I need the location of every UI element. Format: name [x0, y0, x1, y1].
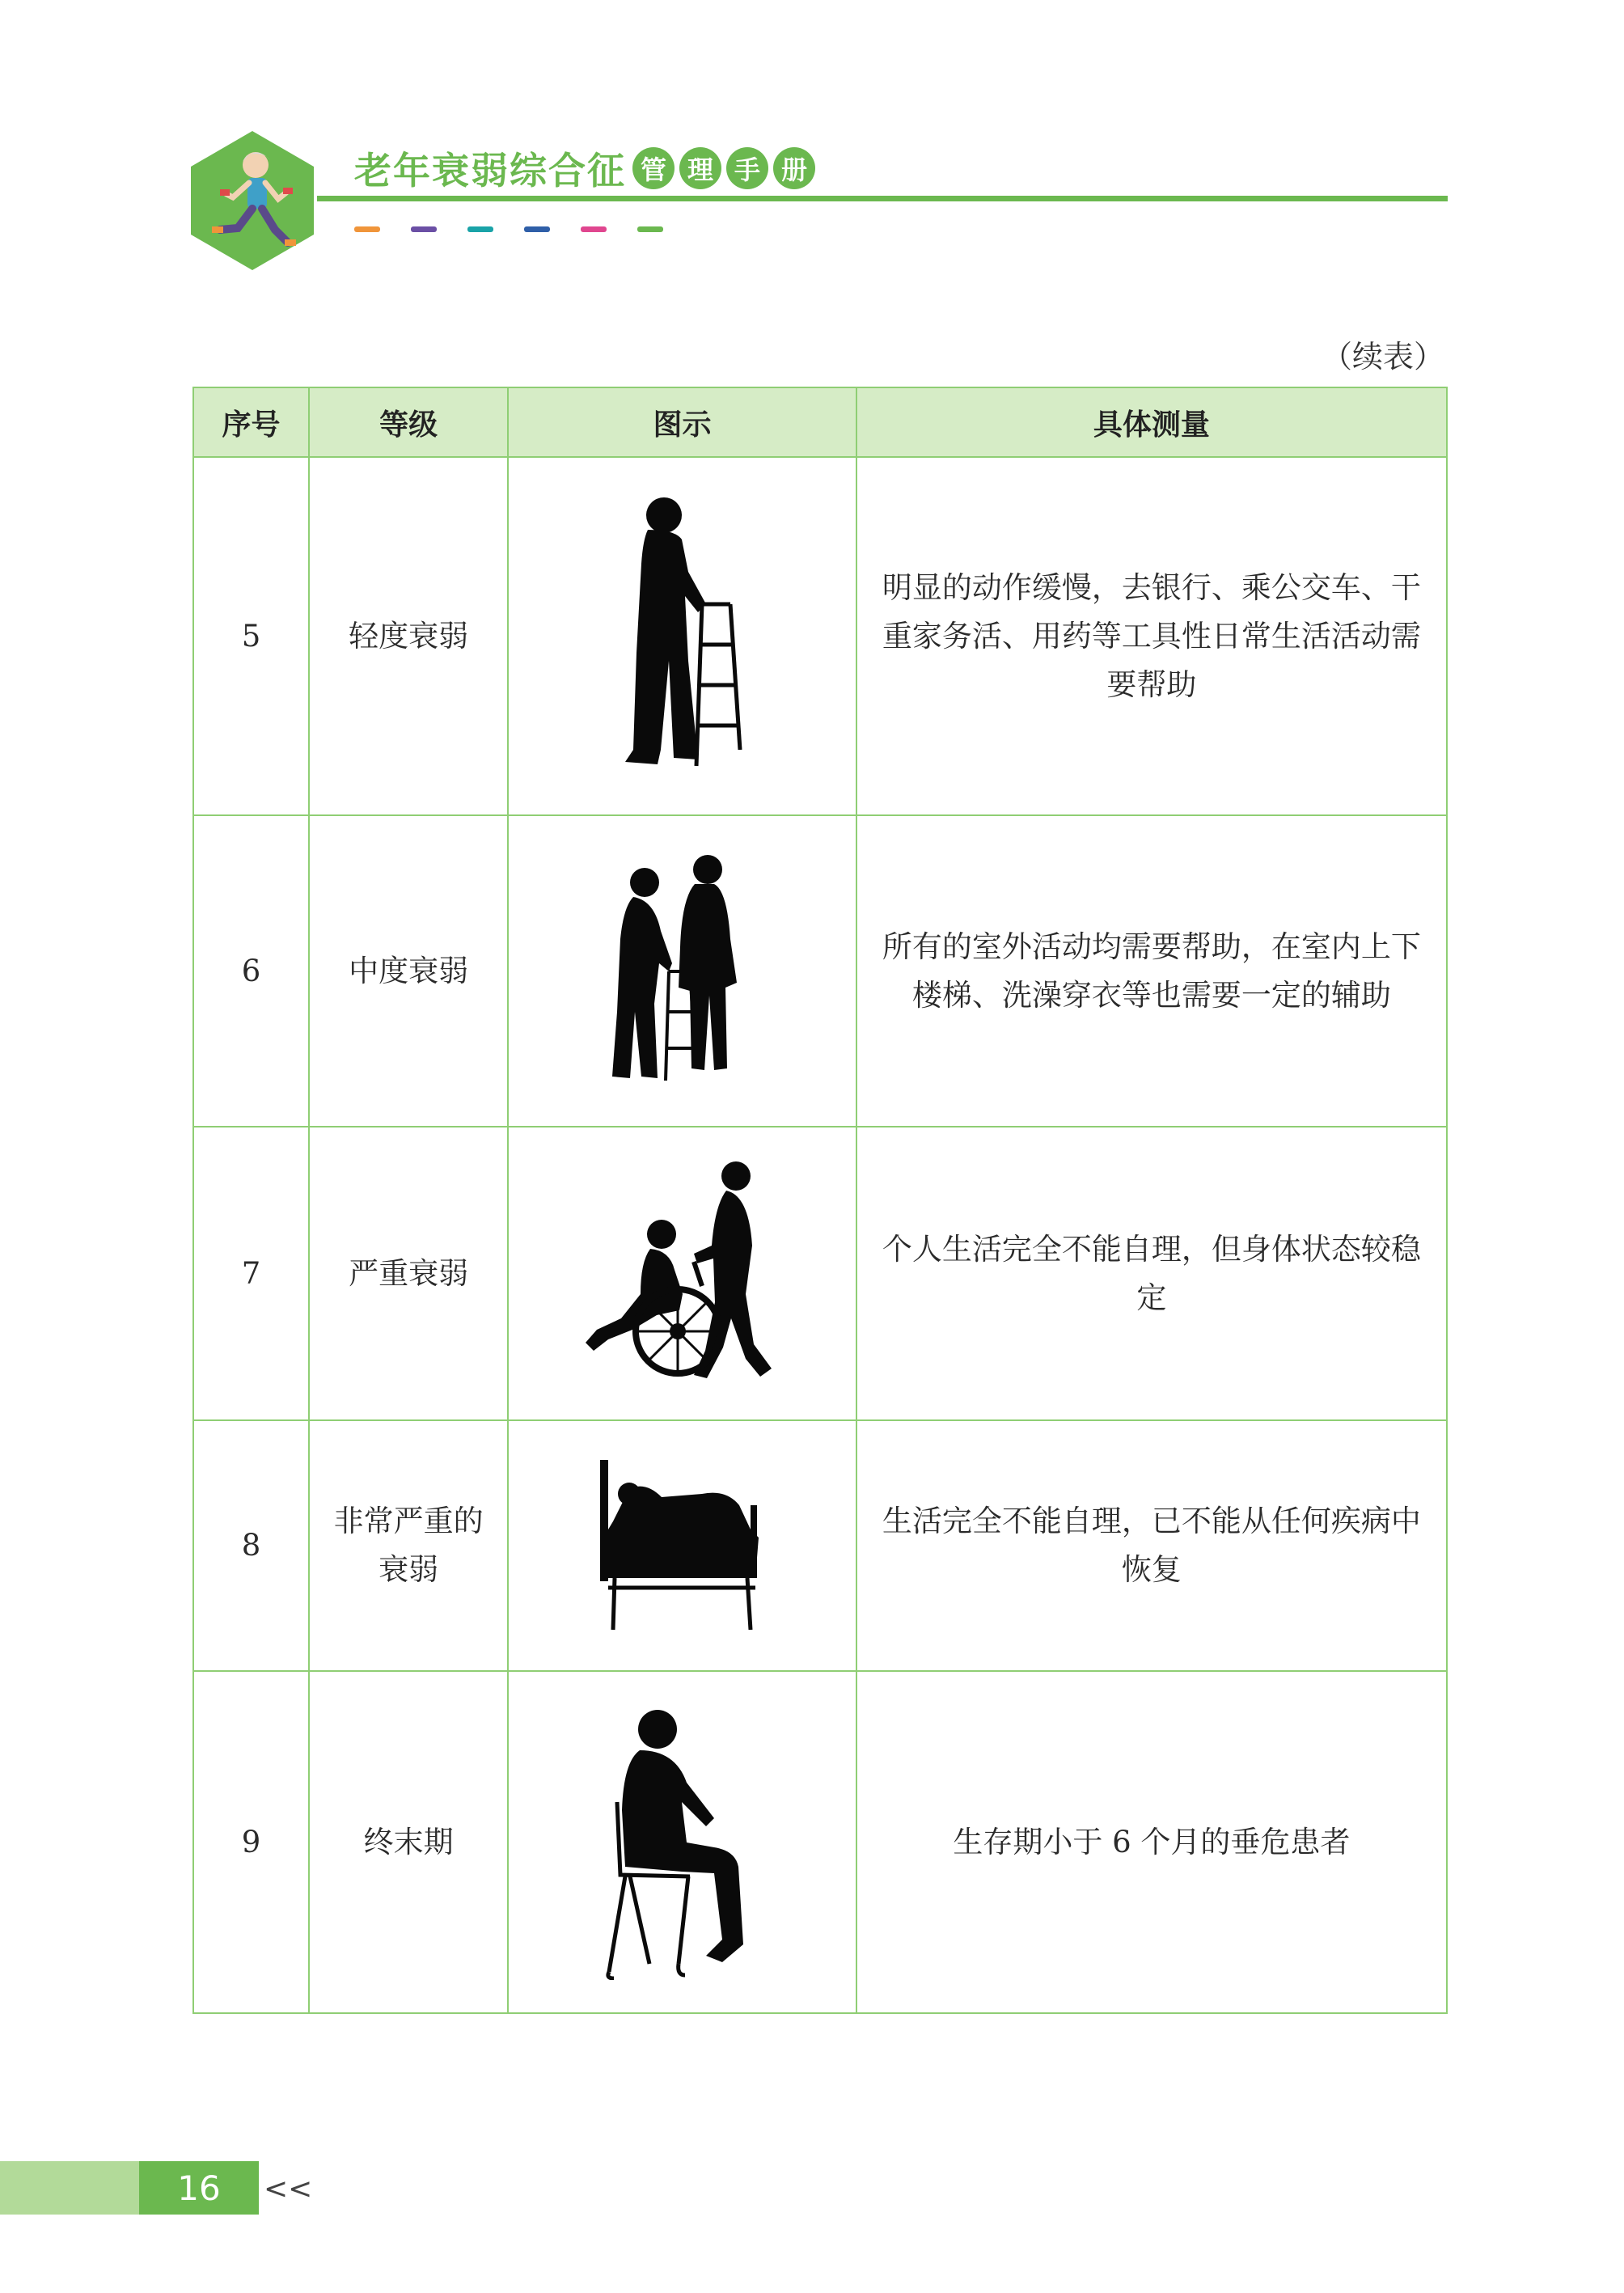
color-dash: [637, 226, 663, 232]
row-index: 5: [193, 457, 309, 815]
color-dash: [354, 226, 380, 232]
row-level: 终末期: [309, 1671, 508, 2013]
continued-label: （续表）: [1321, 339, 1444, 374]
footer-bar: [0, 2161, 139, 2215]
column-header-description: 具体测量: [856, 387, 1447, 457]
table-row: [193, 457, 1447, 815]
assisted-walker-icon: [601, 850, 763, 1093]
table-row: [193, 815, 1447, 1127]
color-dash: [411, 226, 437, 232]
row-level: 严重衰弱: [309, 1127, 508, 1420]
row-description: 明显的动作缓慢，去银行、乘公交车、干重家务活、用药等工具性日常生活活动需要帮助: [856, 457, 1447, 815]
row-figure: [508, 1420, 856, 1671]
row-level: 中度衰弱: [309, 815, 508, 1127]
table-row: [193, 1420, 1447, 1671]
column-header-figure: 图示: [508, 387, 856, 457]
row-level: 非常严重的衰弱: [309, 1420, 508, 1671]
title-badge: 册: [773, 147, 815, 189]
row-description: 生存期小于 6 个月的垂危患者: [856, 1671, 1447, 2013]
row-index: 8: [193, 1420, 309, 1671]
title-badge: 管: [632, 147, 675, 189]
row-level: 轻度衰弱: [309, 457, 508, 815]
row-index: 7: [193, 1127, 309, 1420]
header-rule: [317, 196, 1448, 201]
walker-icon: [601, 491, 763, 782]
book-title: [354, 136, 820, 201]
color-dash: [467, 226, 493, 232]
row-description: 个人生活完全不能自理，但身体状态较稳定: [856, 1127, 1447, 1420]
column-header-level: 等级: [309, 387, 508, 457]
frailty-table: [192, 387, 1448, 2014]
seated-person-icon: [601, 1705, 763, 1980]
row-description: 所有的室外活动均需要帮助，在室内上下楼梯、洗澡穿衣等也需要一定的辅助: [856, 815, 1447, 1127]
row-figure: [508, 457, 856, 815]
row-index: 6: [193, 815, 309, 1127]
row-figure: [508, 1671, 856, 2013]
row-figure: [508, 1127, 856, 1420]
row-description: 生活完全不能自理，已不能从任何疾病中恢复: [856, 1420, 1447, 1671]
page-number: 16: [139, 2161, 259, 2215]
table-row: [193, 1671, 1447, 2013]
book-title-badges: [632, 147, 820, 189]
row-index: 9: [193, 1671, 309, 2013]
table-row: [193, 1127, 1447, 1420]
wheelchair-icon: [573, 1157, 791, 1391]
runner-logo-icon: [188, 129, 317, 272]
bedridden-icon: [597, 1457, 767, 1635]
color-dash: [524, 226, 550, 232]
title-badge: 手: [726, 147, 768, 189]
table-header-row: [193, 387, 1447, 457]
book-title-main: 老年衰弱综合征: [354, 149, 626, 192]
chevron-left-icon: <<: [264, 2172, 313, 2206]
color-dash: [581, 226, 607, 232]
row-figure: [508, 815, 856, 1127]
title-badge: 理: [679, 147, 721, 189]
column-header-index: 序号: [193, 387, 309, 457]
